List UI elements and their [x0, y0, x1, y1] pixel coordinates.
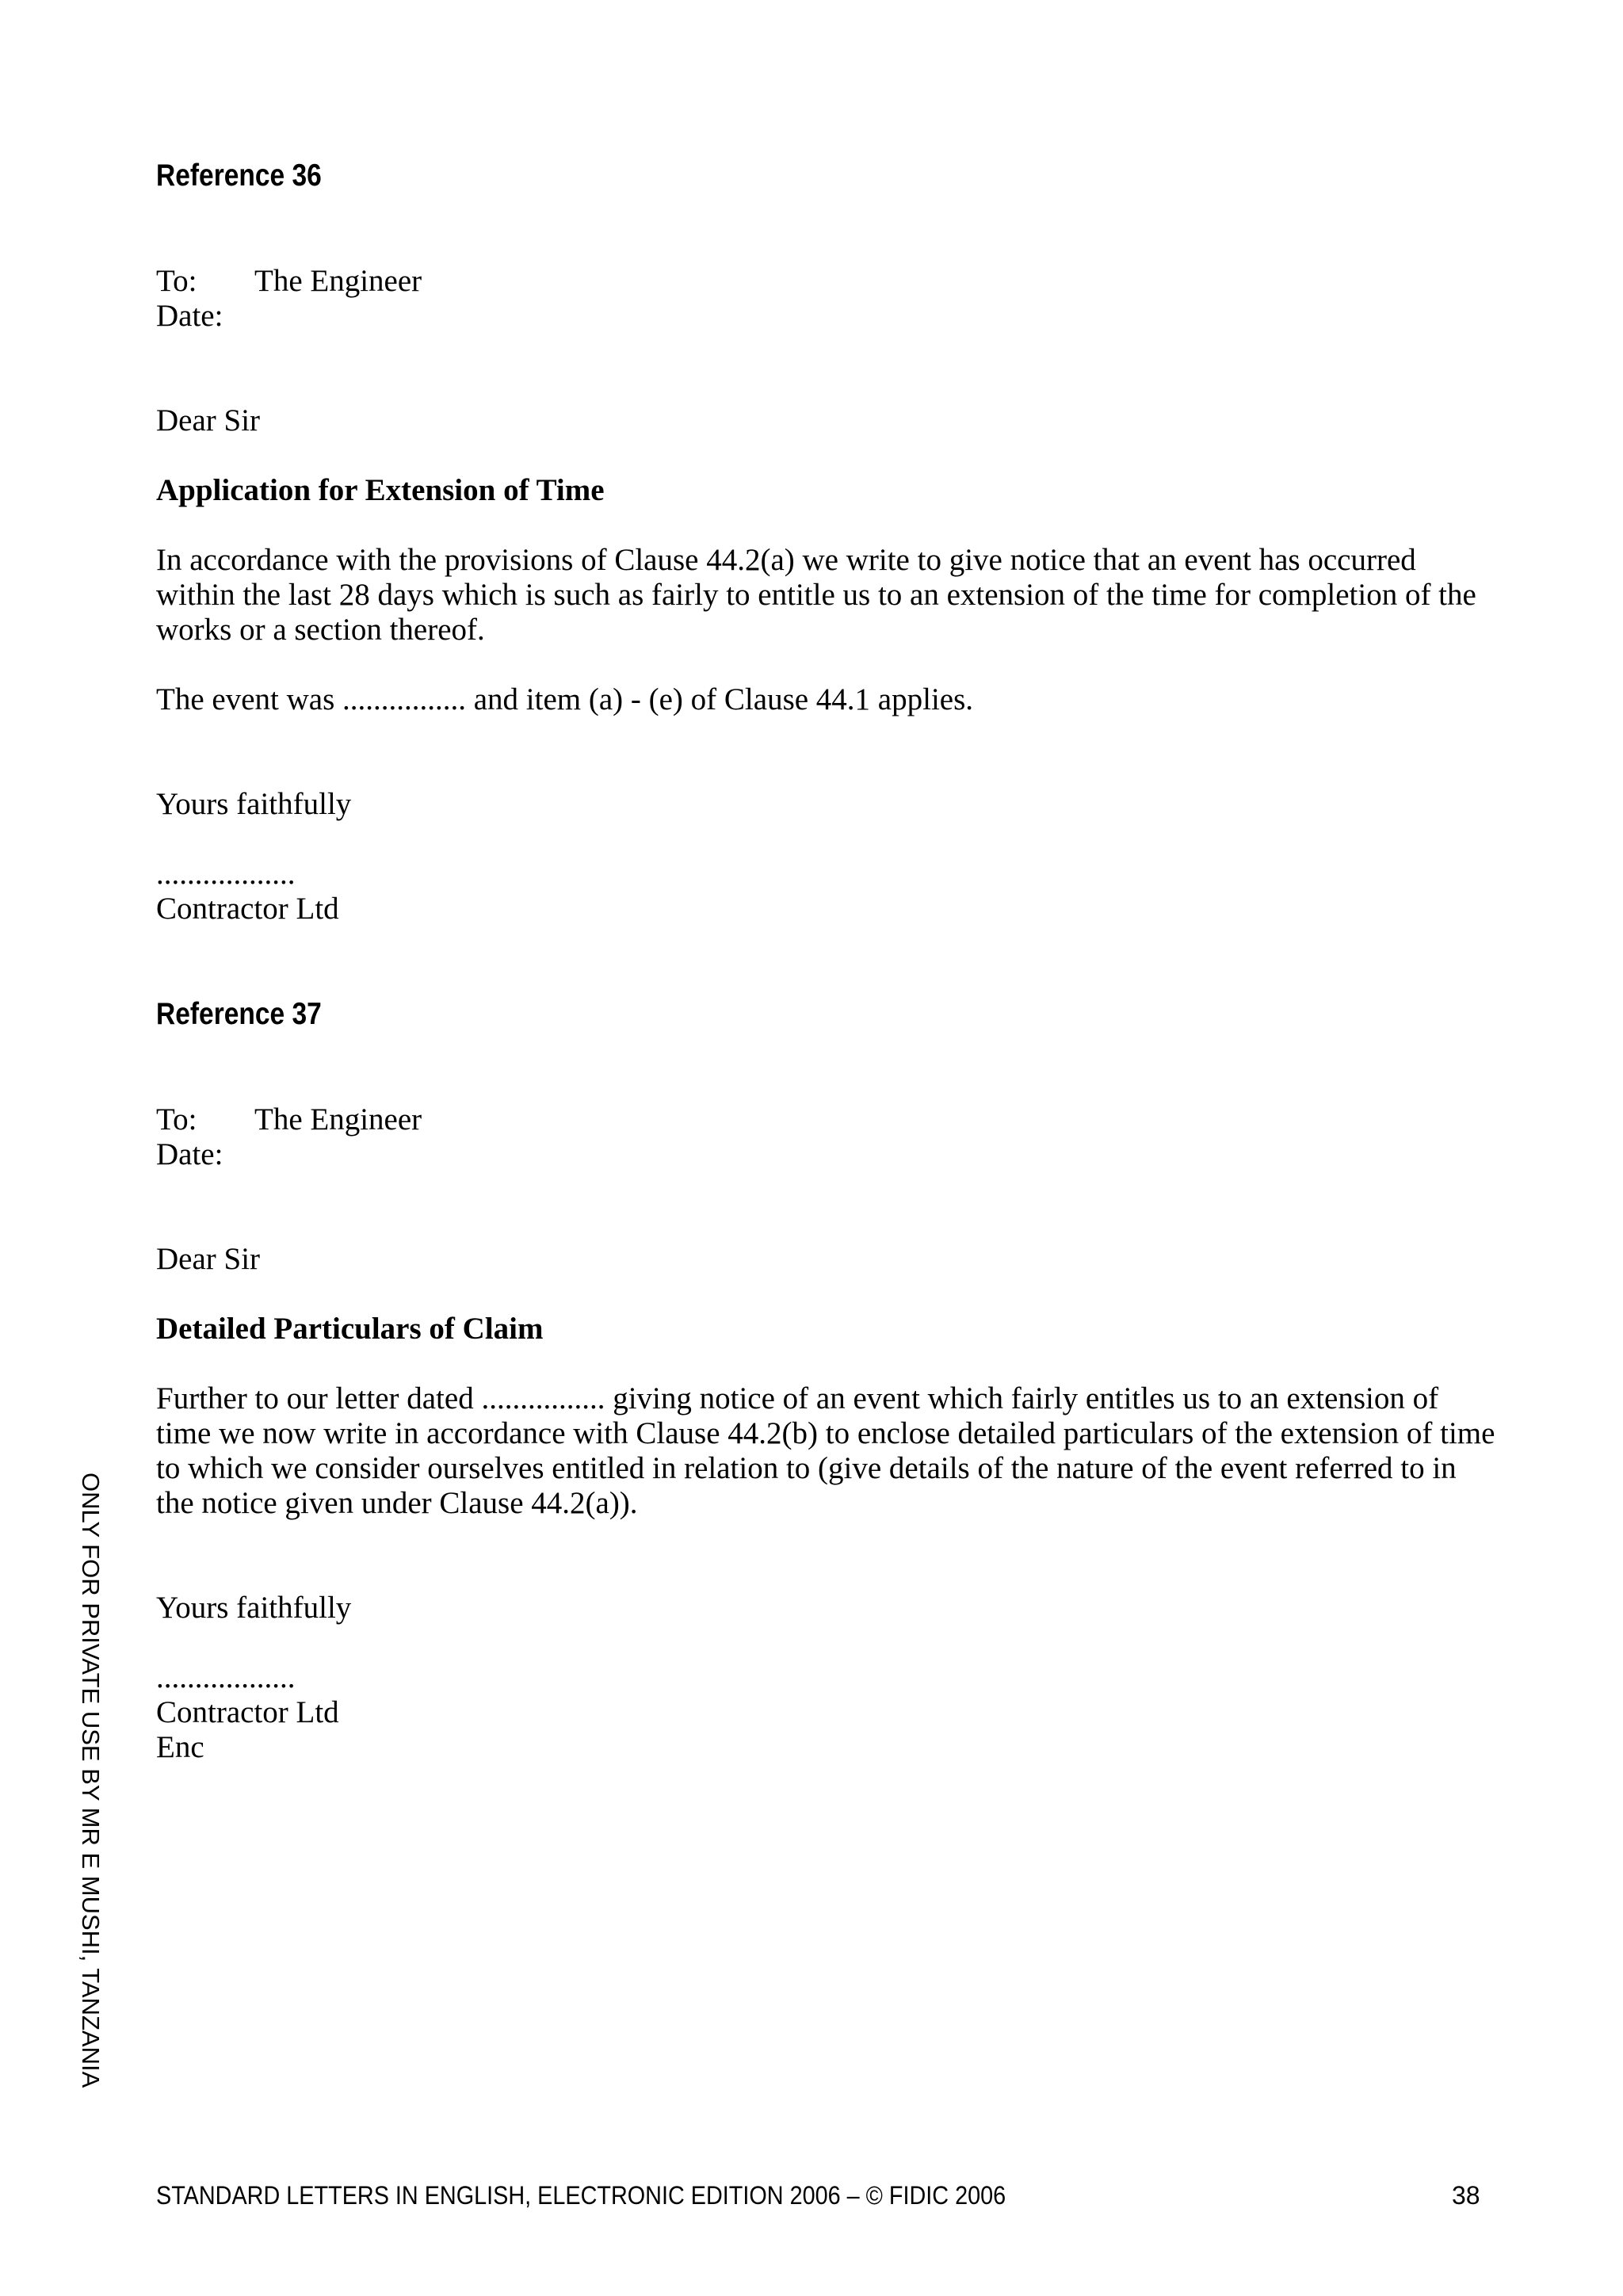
reference-36-address-block: [156, 264, 1495, 334]
signatory: Contractor Ltd: [156, 1695, 339, 1729]
to-line: [156, 264, 1495, 299]
signature-dots: ..................: [156, 1660, 296, 1694]
reference-36-subject: Application for Extension of Time: [156, 473, 605, 507]
reference-36-closing: Yours faithfully: [156, 787, 352, 821]
to-value: The Engineer: [254, 264, 422, 298]
reference-37-signature-block: [156, 1660, 1495, 1765]
signatory: Contractor Ltd: [156, 892, 339, 926]
to-label: To:: [156, 1102, 197, 1137]
to-label: To:: [156, 264, 197, 298]
to-line: [156, 1102, 1495, 1137]
date-label: Date:: [156, 299, 223, 333]
date-line: [156, 299, 1495, 334]
reference-36-signature-block: [156, 857, 1495, 926]
footer-copyright: STANDARD LETTERS IN ENGLISH, ELECTRONIC EDITION 2006 – © FIDIC 2006: [156, 2181, 1006, 2210]
private-use-watermark: [78, 1473, 103, 2178]
to-value: The Engineer: [254, 1102, 422, 1137]
enclosure-note: Enc: [156, 1730, 204, 1764]
reference-37-salutation: Dear Sir: [156, 1242, 261, 1276]
watermark-text: ONLY FOR PRIVATE USE BY MR E MUSHI, TANZANIA: [77, 1473, 105, 2088]
reference-36-paragraph-2: The event was ................ and item (a) - (e) of Clause 44.1 applies.: [156, 682, 974, 716]
reference-36-paragraph-1: In accordance with the provisions of Clause 44.2(a) we write to give notice that an event has occurred within the last 28 days which is such as fairly to entitle us to an extension of the time for completion of the works or a section thereof.: [156, 543, 1476, 647]
reference-37-address-block: [156, 1102, 1495, 1172]
reference-37-closing: Yours faithfully: [156, 1591, 352, 1625]
date-label: Date:: [156, 1137, 223, 1171]
reference-36-salutation: Dear Sir: [156, 403, 261, 437]
reference-36-heading: Reference 36: [156, 159, 322, 193]
reference-37-heading: Reference 37: [156, 997, 322, 1031]
signature-dots: ..................: [156, 857, 296, 891]
page-number: 38: [1452, 2181, 1480, 2210]
reference-37-subject: Detailed Particulars of Claim: [156, 1312, 544, 1346]
reference-37-paragraph-1: Further to our letter dated ................ giving notice of an event which fairly entitles us to an extension of time we now write in accordance with Clause 44.2(b) to enclose detailed particulars of the extension of time to which we consider ourselves entitled in relation to (give details of the nature of the event referred to in the notice given under Clause 44.2(a)).: [156, 1381, 1495, 1520]
date-line: [156, 1137, 1495, 1172]
